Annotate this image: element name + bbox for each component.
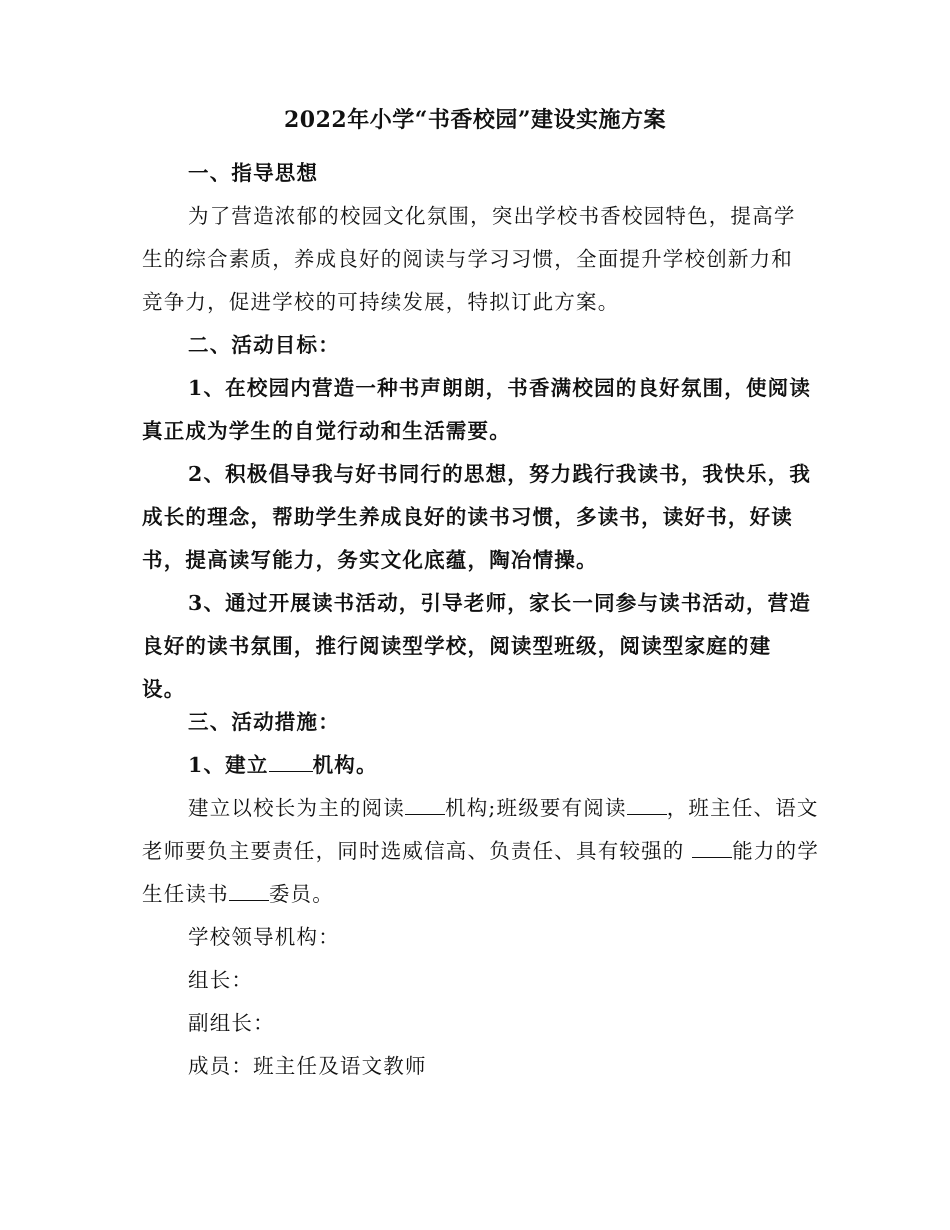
goal-line: 2、积极倡导我与好书同行的思想，努力践行我读书，我快乐，我 [188,462,812,486]
measure-text: 1、建立 [188,753,269,777]
text-run: ，班主任、语文 [666,796,819,820]
paragraph-line: 竞争力，促进学校的可持续发展，特拟订此方案。 [142,290,620,314]
document-title: 2022年小学“书香校园”建设实施方案 [283,107,667,133]
goal-line: 良好的读书氛围，推行阅读型学校，阅读型班级，阅读型家庭的建 [142,634,772,658]
paragraph-line [142,787,819,830]
text-run: 生任读书 [142,882,229,906]
text-run: 建立以校长为主的阅读 [188,796,405,820]
goal-line: 设。 [142,677,186,701]
leader-line: 组长： [188,968,254,992]
measure-text: 机构。 [312,753,378,777]
paragraph-line [142,830,820,873]
section-heading: 三、活动措施： [188,710,340,734]
goal-line: 1、在校园内营造一种书声朗朗，书香满校园的良好氛围，使阅读 [188,376,812,400]
fill-blank [405,794,445,815]
fill-blank [692,837,732,858]
section-heading: 一、指导思想 [188,161,319,185]
goal-line: 书，提高读写能力，务实文化底蕴，陶冶情操。 [142,548,598,572]
measure-heading [142,744,812,787]
text-run: 委员。 [268,882,334,906]
goal-line: 3、通过开展读书活动，引导老师，家长一同参与读书活动，营造 [188,591,812,615]
paragraph-line: 为了营造浓郁的校园文化氛围，突出学校书香校园特色，提高学 [188,204,796,228]
goal-line: 真正成为学生的自觉行动和生活需要。 [142,419,511,443]
paragraph-line: 生的综合素质，养成良好的阅读与学习习惯，全面提升学校创新力和 [142,247,793,271]
text-run: 机构;班级要有阅读 [445,796,627,820]
deputy-leader-line: 副组长： [188,1011,275,1035]
fill-blank [627,794,667,815]
paragraph-line [142,873,812,916]
goal-line: 成长的理念，帮助学生养成良好的读书习惯，多读书，读好书，好读 [142,505,793,529]
fill-blank [269,751,313,772]
fill-blank [229,880,269,901]
section-heading: 二、活动目标： [188,333,340,357]
text-run: 能力的学 [732,839,820,863]
org-label: 学校领导机构： [188,925,340,949]
text-run: 老师要负主要责任，同时选威信高、负责任、具有较强的 [142,839,693,863]
section-activity-measures [142,701,820,1088]
section-guiding-thought [142,152,812,324]
members-line: 成员：班主任及语文教师 [188,1054,427,1078]
section-activity-goals [142,324,812,711]
